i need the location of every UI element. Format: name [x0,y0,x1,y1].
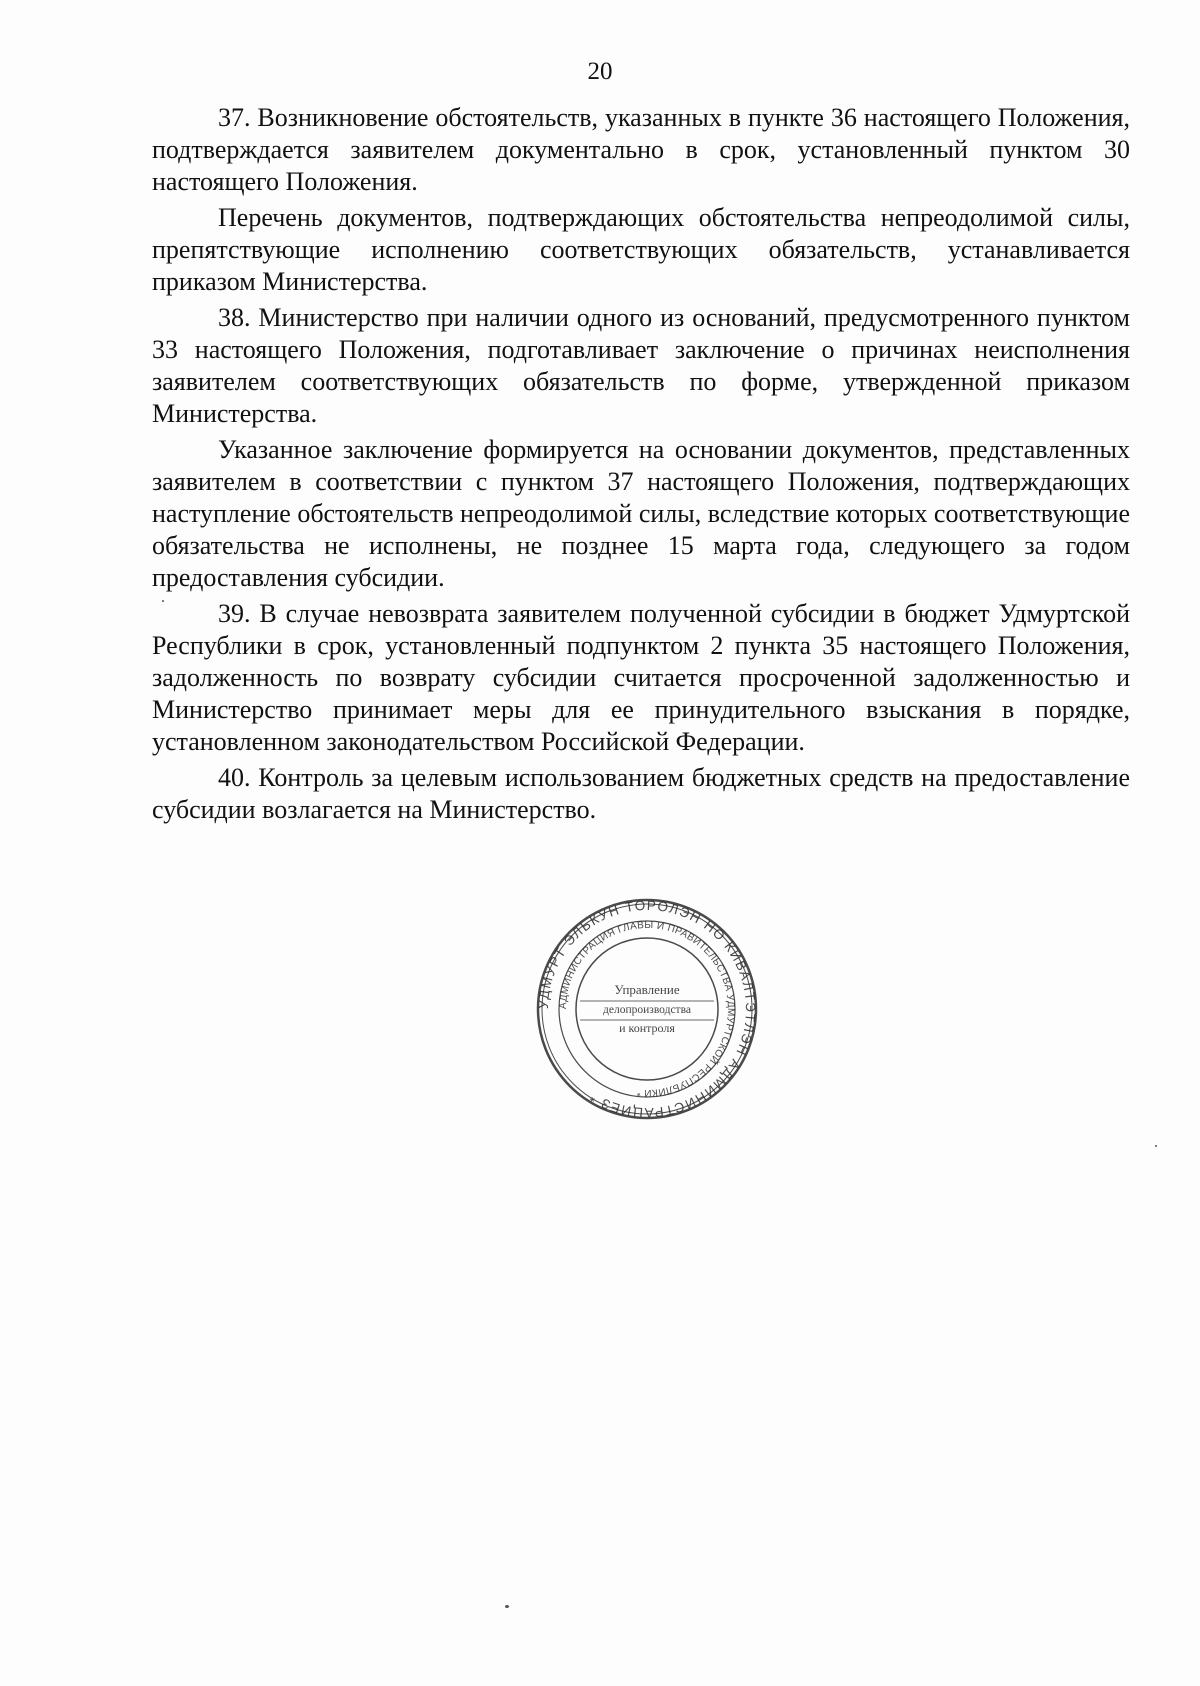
paragraph-38-conclusion: Указанное заключение формируется на основании документов, представленных заявителем в соответствии с пунктом 37 настоящего Положения, подтверждающих наступление обстоятельств непреодолимой силы, вследствие которых соответствующие обязательства не исполнены, не позднее 15 марта года, следующего за годом предоставления субсидии. [152,435,1130,592]
paragraph-37-documents-list: Перечень документов, подтверждающих обстоятельства непреодолимой силы, препятствующие исполнению соответствующих обязательств, устанавливается приказом Министерства. [152,203,1130,296]
scan-speck [1155,1145,1157,1147]
seal-center-line-1: Управление [614,982,680,997]
paragraph-38: 38. Министерство при наличии одного из оснований, предусмотренного пунктом 33 настоящего Положения, подготавливает заключение о причинах неисполнения заявителем соответствующих обязательств по форме, утвержденной приказом Министерства. [152,303,1130,428]
paragraph-39: 39. В случае невозврата заявителем полученной субсидии в бюджет Удмуртской Республики в срок, установленный подпунктом 2 пункта 35 настоящего Положения, задолженность по возврату субсидии считается просроченной задолженностью и Министерство принимает меры для ее принудительного взыскания в порядке, установленном законодательством Российской Федерации. [152,599,1130,756]
seal-outer-ring-text: УДМУРТ ЭЛЬКУН ТОРОЛЭН НО КИВАЛТЭТЛЭН АДМИНИСТРАЦИЕЗ * [536,898,758,1120]
paragraph-37: 37. Возникновение обстоятельств, указанных в пункте 36 настоящего Положения, подтверждается заявителем документально в срок, установленный пунктом 30 настоящего Положения. [152,103,1130,196]
scan-speck [505,1605,509,1608]
seal-inner-ring-text: АДМИНИСТРАЦИЯ ГЛАВЫ И ПРАВИТЕЛЬСТВА УДМУРТСКОЙ РЕСПУБЛИКИ * [557,919,737,1099]
scan-speck [162,600,164,602]
seal-center-line-3: и контроля [619,1021,675,1035]
seal-center-line-2: делопроизводства [603,1004,691,1016]
paragraph-40: 40. Контроль за целевым использованием бюджетных средств на предоставление субсидии возлагается на Министерство. [152,763,1130,824]
document-body [152,102,1130,830]
page-number: 20 [587,58,613,85]
official-seal-stamp [536,898,758,1120]
